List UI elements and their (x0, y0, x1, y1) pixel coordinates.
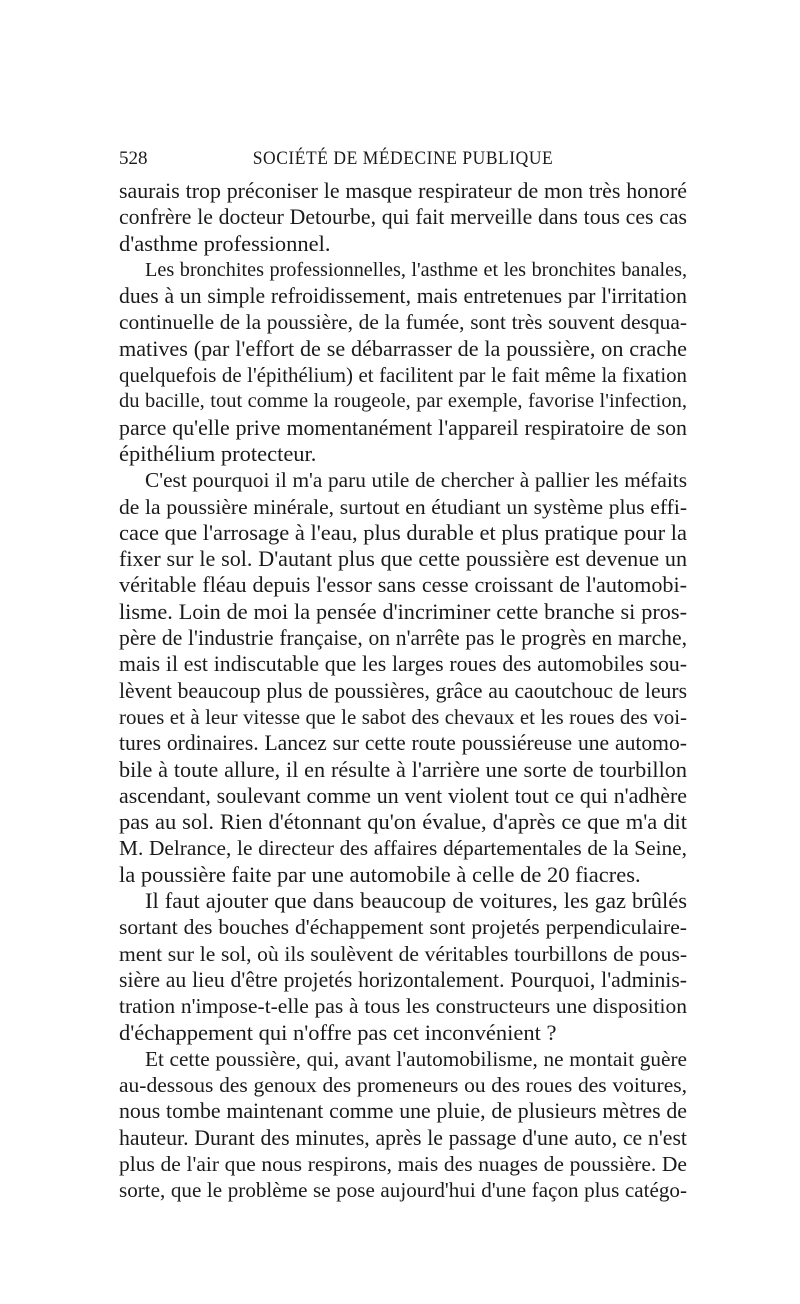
text-line: matives (par l'effort de se débarrasser de la poussière, on crache (119, 335, 687, 361)
text-line: Il faut ajouter que dans beaucoup de voitures, les gaz brûlés (145, 888, 687, 914)
text-line: lèvent beaucoup plus de poussières, grâce au caoutchouc de leurs (119, 678, 687, 703)
text-line: continuelle de la poussière, de la fumée, sont très souvent desqua- (119, 310, 687, 335)
text-line: la poussière faite par une automobile à celle de 20 fiacres. (119, 861, 641, 887)
text-line: au-dessous des genoux des promeneurs ou des roues des voitures, (119, 1073, 687, 1098)
text-line: dues à un simple refroidissement, mais entretenues par l'irritation (119, 284, 687, 309)
text-line: épithélium protecteur. (119, 440, 317, 466)
text-line: lisme. Loin de moi la pensée d'incriminer cette branche si pros- (119, 598, 687, 624)
text-line: quelquefois de l'épithélium) et facilitent par le fait même la fixation (119, 363, 687, 388)
text-line: ascendant, soulevant comme un vent violent tout ce qui n'adhère (119, 782, 687, 808)
text-line: du bacille, tout comme la rougeole, par exemple, favorise l'infection, (119, 390, 687, 413)
text-line: sière au lieu d'être projetés horizontalement. Pourquoi, l'adminis- (119, 967, 687, 992)
body-text (119, 178, 687, 1204)
text-line: ment sur le sol, où ils soulèvent de véritables tourbillons de pous- (119, 941, 687, 966)
text-line: nous tombe maintenant comme une pluie, de plusieurs mètres de (119, 1099, 687, 1124)
text-line: bile à toute allure, il en résulte à l'arrière une sorte de tourbillon (119, 756, 687, 782)
text-line: Et cette poussière, qui, avant l'automobilisme, ne montait guère (145, 1046, 687, 1071)
text-line: père de l'industrie française, on n'arrête pas le progrès en marche, (119, 626, 687, 651)
text-line: d'échappement qui n'offre pas cet inconvénient ? (119, 1019, 557, 1045)
text-line: mais il est indiscutable que les larges roues des automobiles sou- (119, 652, 687, 677)
text-line: parce qu'elle prive momentanément l'appareil respiratoire de son (119, 415, 687, 440)
text-line: d'asthme professionnel. (119, 230, 331, 256)
text-line: C'est pourquoi il m'a paru utile de chercher à pallier les méfaits (145, 468, 687, 493)
text-line: confrère le docteur Detourbe, qui fait merveille dans tous ces cas (119, 205, 687, 230)
text-line: roues et à leur vitesse que le sabot des chevaux et les roues des voi- (119, 704, 687, 729)
text-line: hauteur. Durant des minutes, après le passage d'une auto, ce n'est (119, 1125, 687, 1150)
running-title: SOCIÉTÉ DE MÉDECINE PUBLIQUE (252, 148, 554, 169)
text-line: cace que l'arrosage à l'eau, plus durable et plus pratique pour la (119, 519, 687, 545)
text-line: plus de l'air que nous respirons, mais des nuages de poussière. De (119, 1151, 687, 1176)
text-line: véritable fléau depuis l'essor sans cesse croissant de l'automobi- (119, 572, 687, 598)
page-number: 528 (119, 148, 148, 169)
text-line: tures ordinaires. Lancez sur cette route poussiéreuse une automo- (119, 731, 687, 756)
text-line: sortant des bouches d'échappement sont projetés perpendiculaire- (119, 915, 687, 940)
text-line: fixer sur le sol. D'autant plus que cette poussière est devenue un (119, 546, 687, 572)
text-line: M. Delrance, le directeur des affaires départementales de la Seine, (119, 836, 687, 861)
text-line: pas au sol. Rien d'étonnant qu'on évalue, d'après ce que m'a dit (119, 809, 687, 835)
text-line: sorte, que le problème se pose aujourd'hui d'une façon plus catégo- (119, 1178, 687, 1203)
running-header (119, 146, 687, 172)
text-line: tration n'impose-t-elle pas à tous les constructeurs une disposition (119, 994, 687, 1019)
text-line: de la poussière minérale, surtout en étudiant un système plus effi- (119, 494, 687, 519)
text-line: Les bronchites professionnelles, l'asthme et les bronchites banales, (145, 258, 687, 281)
text-line: saurais trop préconiser le masque respirateur de mon très honoré (119, 178, 687, 203)
